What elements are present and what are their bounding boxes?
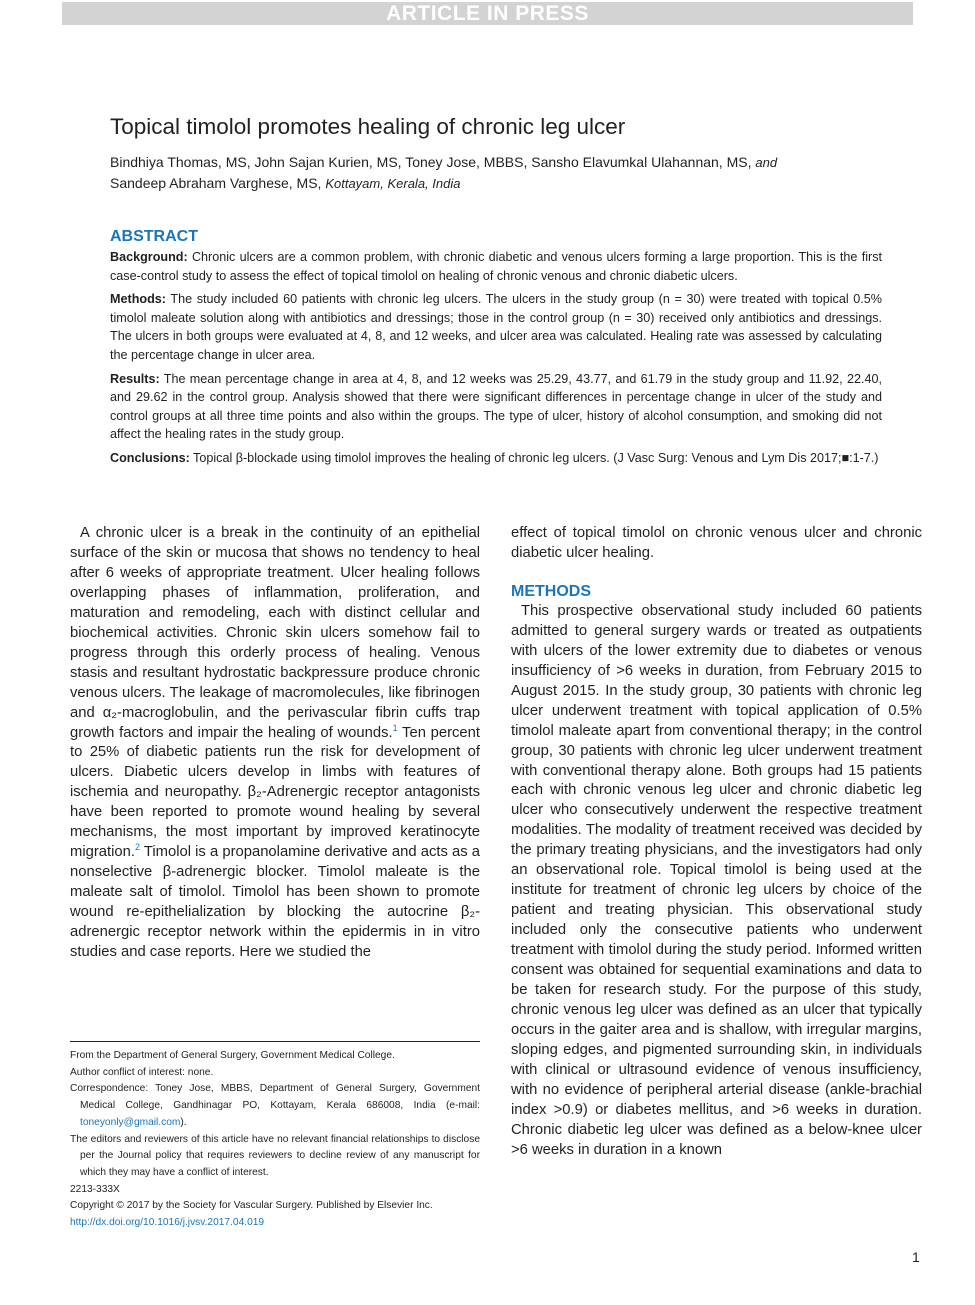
author-location: Kottayam, Kerala, India: [325, 176, 461, 191]
results-label: Results:: [110, 371, 160, 386]
methods-label: Methods:: [110, 292, 166, 307]
article-title: Topical timolol promotes healing of chronic leg ulcer: [110, 114, 626, 139]
footnote-conflict: Author conflict of interest: none.: [70, 1066, 214, 1078]
abstract-background: [110, 248, 882, 285]
author-names: Bindhiya Thomas, MS, John Sajan Kurien, MS, Toney Jose, MBBS, Sansho Elavumkal Ulahannan, MS,: [110, 154, 752, 170]
footnote-affiliation: From the Department of General Surgery, Government Medical College.: [70, 1050, 395, 1061]
abstract-section: [110, 228, 882, 473]
reference-1-link[interactable]: 1: [392, 722, 398, 733]
conclusions-text: Topical β-blockade using timolol improves the healing of chronic leg ulcers. (J Vasc Surg: Venous and Lym Dis 2017;■:1-7.): [193, 450, 879, 465]
methods-text: The study included 60 patients with chronic leg ulcers. The ulcers in the study group (n = 30) were treated with topical 0.5% timolol maleate solution along with antibiotics and dressings; those in the control group (n = 30) received only antibiotics and dressings. The ulcers in both groups were evaluated at 4, 8, and 12 weeks, and ulcer area was calculated. Healing rate was assessed by calculating the percentage change in ulcer area.: [110, 292, 882, 362]
correspondence-end: ).: [180, 1116, 187, 1128]
background-label: Background:: [110, 250, 188, 264]
correspondence-text: Correspondence: Toney Jose, MBBS, Department of General Surgery, Government Medical College, Gandhinagar PO, Kottayam, Kerala 686008, India (e-mail:: [70, 1083, 480, 1112]
right-column: [511, 524, 922, 1161]
article-in-press-banner: ARTICLE IN PRESS: [62, 2, 913, 25]
methods-paragraph: This prospective observational study included 60 patients admitted to general surgery wards or treated as outpatients with ulcers of the lower extremity due to diabetes or venous insufficiency of >6 weeks in duration, from February 2015 to August 2015. In the study group, 30 patients with chronic leg ulcer underwent treatment with topical application of 0.5% timolol maleate apart from conventional therapy; in the control group, 30 patients with chronic leg ulcer underwent treatment with conventional therapy alone. Both groups had 15 patients each with chronic venous leg ulcer and chronic diabetic leg ulcer who consecutively underwent the respective treatment modalities. The modality of treatment received was decided by the primary treating physicians, and the investigators had only an observational role. Topical timolol is being used at the institute for treatment of chronic leg ulcers by choice of the patient and treating physician. This observational study included only the consecutive patients who underwent treatment with timolol during the study period. Informed written consent was obtained for sequential examinations and data to be taken for research study. For the purpose of this study, chronic venous leg ulcer was defined as an ulcer that typically occurs in the gaiter area and is shallow, with irregular margins, sloping edges, and pigmented surrounding skin, in individuals with clinical or ultrasound evidence of venous insufficiency, with no evidence of peripheral arterial disease (ankle-brachial index >0.9) or diabetes mellitus, and >6 weeks in duration. Chronic diabetic leg ulcer was defined as a below-knee ulcer >6 weeks in duration in a known: [511, 602, 922, 1158]
correspondence-email-link[interactable]: toneyonly@gmail.com: [80, 1116, 181, 1128]
background-text: Chronic ulcers are a common problem, with chronic diabetic and venous ulcers forming a large proportion. This is the first case-control study to assess the effect of topical timolol on healing of chronic venous and chronic diabetic ulcers.: [110, 250, 882, 283]
results-text: The mean percentage change in area at 4, 8, and 12 weeks was 25.29, 43.77, and 61.79 in the study group and 11.92, 22.40, and 29.62 in the control group. Analysis showed that there were significant differences in percentage change in ulcer of the study and control groups at all three time points and also within the groups. The type of ulcer, history of alcohol consumption, and smoking did not affect the healing rates in the study group.: [110, 371, 882, 442]
page-number: 1: [912, 1249, 920, 1265]
left-column: [70, 524, 480, 963]
author-list: [110, 152, 890, 194]
intro-paragraph: [70, 524, 480, 963]
abstract-methods: [110, 290, 882, 364]
doi-link[interactable]: http://dx.doi.org/10.1016/j.jvsv.2017.04.019: [70, 1217, 265, 1229]
abstract-conclusions: [110, 449, 882, 468]
footnotes: [70, 1048, 480, 1232]
conclusions-label: Conclusions:: [110, 450, 190, 465]
last-author: Sandeep Abraham Varghese, MS,: [110, 175, 322, 191]
footnote-correspondence: [70, 1081, 480, 1131]
author-conjunction: and: [755, 155, 778, 170]
footnote-editors: The editors and reviewers of this article have no relevant financial relationships to disclose per the Journal policy that requires reviewers to decline review of any manuscript for which they may have a conflict of interest.: [70, 1133, 480, 1178]
methods-heading: METHODS: [511, 582, 591, 600]
intro-text-a: A chronic ulcer is a break in the continuity of an epithelial surface of the skin or mucosa that shows no tendency to heal after 6 weeks of appropriate treatment. Ulcer healing follows overlapping phases of inflammation, proliferation, and maturation and remodeling, each with distinct cellular and biochemical activities. Chronic skin ulcers somehow fail to progress through this orderly process of healing. Venous stasis and resultant hydrostatic backpressure produce chronic venous ulcers. The leakage of macromolecules, like fibrinogen and α₂-macroglobulin, and the perivascular fibrin cuffs trap growth factors and impair the healing of wounds.: [70, 525, 480, 741]
reference-2-link[interactable]: 2: [134, 842, 140, 853]
footnote-copyright: Copyright © 2017 by the Society for Vascular Surgery. Published by Elsevier Inc.: [70, 1200, 433, 1212]
abstract-results: [110, 370, 882, 444]
intro-text-b: Ten percent to 25% of diabetic patients run the risk for development of ulcers. Diabetic ulcers develop in limbs with features of ischemia and neuropathy. β₂-Adrenergic receptor antagonists have been reported to promote wound healing by several mechanisms, the most important by improved keratinocyte migration.: [70, 724, 480, 861]
footnote-divider: [70, 1041, 480, 1042]
abstract-heading: ABSTRACT: [110, 228, 198, 245]
intro-continuation: effect of topical timolol on chronic venous ulcer and chronic diabetic ulcer healing.: [511, 525, 922, 561]
intro-text-c: Timolol is a propanolamine derivative and acts as a nonselective β-adrenergic blocker. Timolol maleate is the maleate salt of timolol. Timolol has been shown to promote wound re-epithelialization by blocking the autocrine β₂-adrenergic receptor network within the epidermis in in vitro studies and case reports. Here we studied the: [70, 844, 480, 961]
footnote-issn: 2213-333X: [70, 1183, 120, 1195]
